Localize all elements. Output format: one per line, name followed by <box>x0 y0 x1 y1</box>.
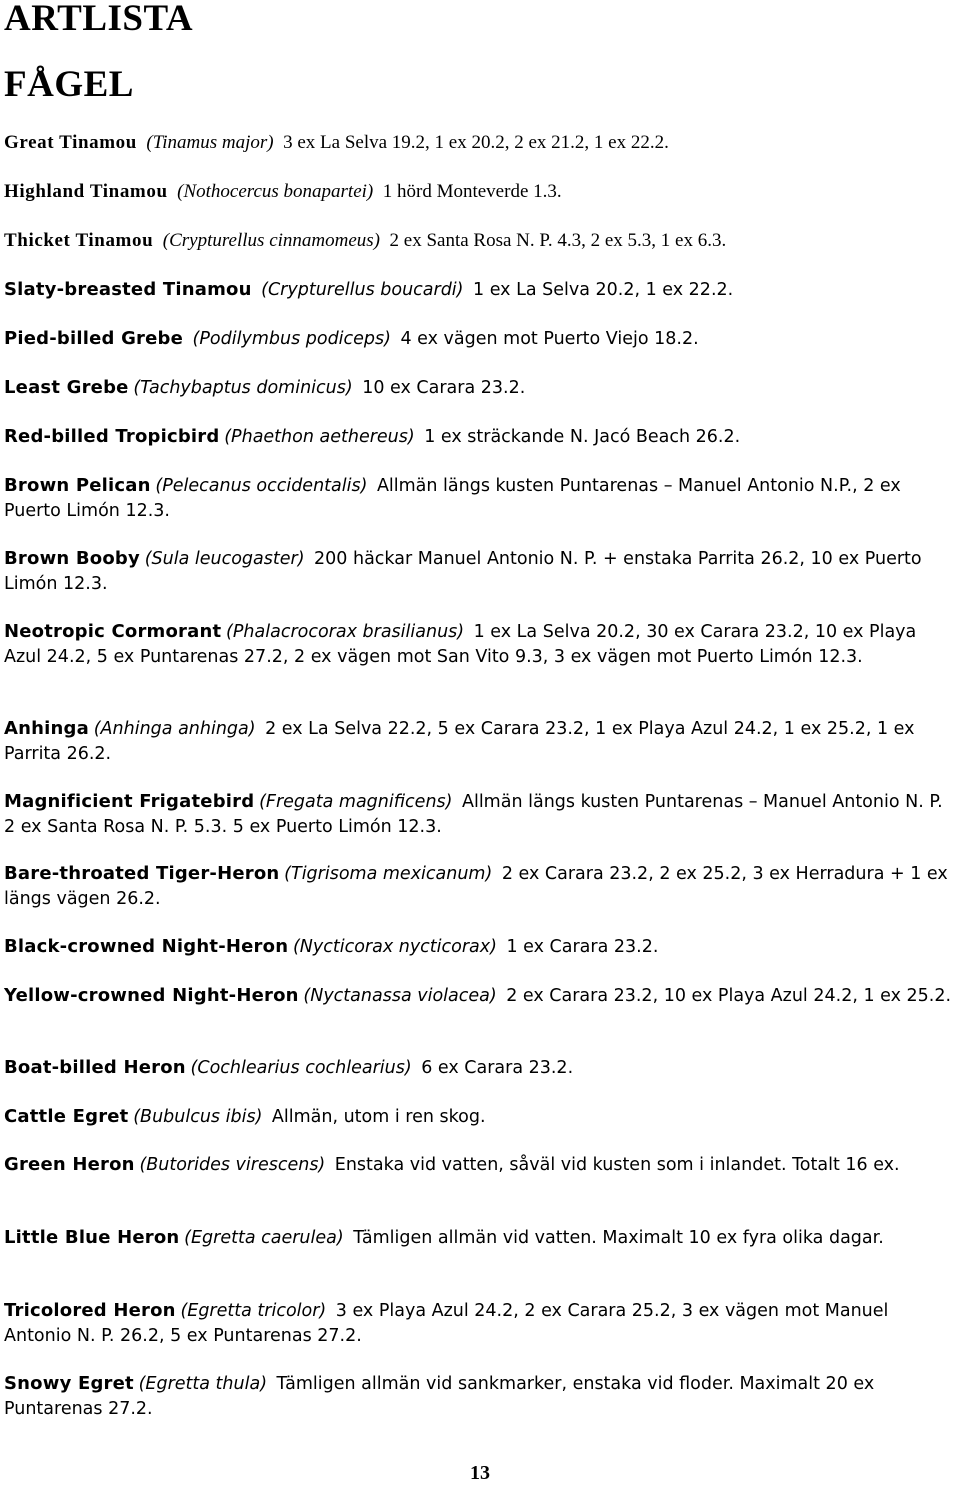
species-entry <box>4 790 956 839</box>
species-scientific-name: (Butorides virescens) <box>139 1155 326 1175</box>
species-scientific-name: (Fregata magnificens) <box>259 792 453 812</box>
species-common-name: Brown Booby <box>4 548 140 569</box>
species-entry <box>4 1056 956 1081</box>
species-observations: 1 hörd Monteverde 1.3. <box>382 181 562 202</box>
species-common-name: Pied-billed Grebe <box>4 328 184 349</box>
species-common-name: Slaty-breasted Tinamou <box>4 279 252 300</box>
species-common-name: Cattle Egret <box>4 1106 129 1127</box>
species-common-name: Little Blue Heron <box>4 1227 180 1248</box>
species-scientific-name: (Tachybaptus dominicus) <box>133 378 353 398</box>
species-entry <box>4 1372 956 1421</box>
species-common-name: Thicket Tinamou <box>4 230 154 251</box>
species-common-name: Red-billed Tropicbird <box>4 426 220 447</box>
species-common-name: Great Tinamou <box>4 132 137 153</box>
species-entry <box>4 935 956 960</box>
species-common-name: Anhinga <box>4 718 89 739</box>
species-observations: 2 ex Carara 23.2, 2 ex 25.2, 3 ex Herradura + 1 ex längs vägen 26.2. <box>4 864 948 909</box>
species-common-name: Least Grebe <box>4 377 129 398</box>
species-entry <box>4 1299 956 1348</box>
species-entry <box>4 131 956 156</box>
species-scientific-name: (Nyctanassa violacea) <box>303 986 497 1006</box>
species-observations: 1 ex sträckande N. Jacó Beach 26.2. <box>424 427 741 447</box>
species-entry <box>4 1226 956 1251</box>
species-common-name: Snowy Egret <box>4 1373 134 1394</box>
species-scientific-name: (Crypturellus boucardi) <box>261 280 464 300</box>
species-observations: Allmän, utom i ren skog. <box>271 1107 486 1127</box>
species-common-name: Tricolored Heron <box>4 1300 176 1321</box>
species-scientific-name: (Tinamus major) <box>146 132 274 153</box>
species-observations: 1 ex La Selva 20.2, 30 ex Carara 23.2, 10 ex Playa Azul 24.2, 5 ex Puntarenas 27.2, 2 ex vägen mot San Vito 9.3, 3 ex vägen mot Puerto Limón 12.3. <box>4 622 917 667</box>
species-scientific-name: (Phalacrocorax brasilianus) <box>226 622 465 642</box>
species-observations: 1 ex La Selva 20.2, 1 ex 22.2. <box>473 280 734 300</box>
species-entry <box>4 425 956 450</box>
species-entry <box>4 862 956 911</box>
species-scientific-name: (Egretta thula) <box>138 1374 268 1394</box>
species-scientific-name: (Sula leucogaster) <box>144 549 305 569</box>
species-observations: 1 ex Carara 23.2. <box>506 937 659 957</box>
species-entry <box>4 717 956 766</box>
species-entry <box>4 620 956 669</box>
species-scientific-name: (Egretta caerulea) <box>184 1228 344 1248</box>
species-scientific-name: (Pelecanus occidentalis) <box>155 476 368 496</box>
species-common-name: Green Heron <box>4 1154 135 1175</box>
species-scientific-name: (Phaethon aethereus) <box>224 427 415 447</box>
species-observations: 2 ex Santa Rosa N. P. 4.3, 2 ex 5.3, 1 ex 6.3. <box>389 230 727 251</box>
species-common-name: Brown Pelican <box>4 475 151 496</box>
species-common-name: Yellow-crowned Night-Heron <box>4 985 299 1006</box>
species-entry <box>4 327 956 352</box>
species-entry <box>4 278 956 303</box>
species-scientific-name: (Cochlearius cochlearius) <box>190 1058 412 1078</box>
species-observations: Tämligen allmän vid sankmarker, enstaka vid floder. Maximalt 20 ex Puntarenas 27.2. <box>4 1374 875 1419</box>
species-observations: 10 ex Carara 23.2. <box>362 378 526 398</box>
species-observations: Tämligen allmän vid vatten. Maximalt 10 ex fyra olika dagar. <box>353 1228 884 1248</box>
species-common-name: Neotropic Cormorant <box>4 621 222 642</box>
species-entry <box>4 984 956 1009</box>
page-number: 13 <box>470 1462 490 1484</box>
species-observations: 4 ex vägen mot Puerto Viejo 18.2. <box>400 329 699 349</box>
species-scientific-name: (Egretta tricolor) <box>180 1301 327 1321</box>
species-common-name: Boat-billed Heron <box>4 1057 186 1078</box>
species-entry <box>4 376 956 401</box>
species-scientific-name: (Podilymbus podiceps) <box>192 329 391 349</box>
species-common-name: Highland Tinamou <box>4 181 168 202</box>
species-observations: 6 ex Carara 23.2. <box>421 1058 574 1078</box>
species-scientific-name: (Nycticorax nycticorax) <box>292 937 497 957</box>
species-entry <box>4 1105 956 1130</box>
species-observations: 2 ex La Selva 22.2, 5 ex Carara 23.2, 1 ex Playa Azul 24.2, 1 ex 25.2, 1 ex Parrita 26.2. <box>4 719 915 764</box>
species-common-name: Black-crowned Night-Heron <box>4 936 289 957</box>
species-scientific-name: (Nothocercus bonapartei) <box>177 181 374 202</box>
species-entry <box>4 547 956 596</box>
species-entry <box>4 180 956 205</box>
species-common-name: Bare-throated Tiger-Heron <box>4 863 280 884</box>
species-scientific-name: (Bubulcus ibis) <box>133 1107 263 1127</box>
species-entry <box>4 229 956 254</box>
section-heading: FÅGEL <box>4 64 134 105</box>
page-heading: ARTLISTA <box>4 0 194 39</box>
species-scientific-name: (Crypturellus cinnamomeus) <box>162 230 381 251</box>
species-observations: Allmän längs kusten Puntarenas – Manuel Antonio N.P., 2 ex Puerto Limón 12.3. <box>4 476 901 521</box>
species-common-name: Magnificient Frigatebird <box>4 791 255 812</box>
species-entry <box>4 474 956 523</box>
species-scientific-name: (Anhinga anhinga) <box>93 719 256 739</box>
species-observations: Enstaka vid vatten, såväl vid kusten som i inlandet. Totalt 16 ex. <box>334 1155 900 1175</box>
species-observations: 3 ex Playa Azul 24.2, 2 ex Carara 25.2, 3 ex vägen mot Manuel Antonio N. P. 26.2, 5 ex Puntarenas 27.2. <box>4 1301 889 1346</box>
species-observations: 200 häckar Manuel Antonio N. P. + enstaka Parrita 26.2, 10 ex Puerto Limón 12.3. <box>4 549 922 594</box>
species-observations: 2 ex Carara 23.2, 10 ex Playa Azul 24.2, 1 ex 25.2. <box>506 986 952 1006</box>
species-entry <box>4 1153 956 1178</box>
species-scientific-name: (Tigrisoma mexicanum) <box>284 864 493 884</box>
species-observations: 3 ex La Selva 19.2, 1 ex 20.2, 2 ex 21.2, 1 ex 22.2. <box>283 132 669 153</box>
species-observations: Allmän längs kusten Puntarenas – Manuel Antonio N. P. 2 ex Santa Rosa N. P. 5.3. 5 ex Puerto Limón 12.3. <box>4 792 943 837</box>
